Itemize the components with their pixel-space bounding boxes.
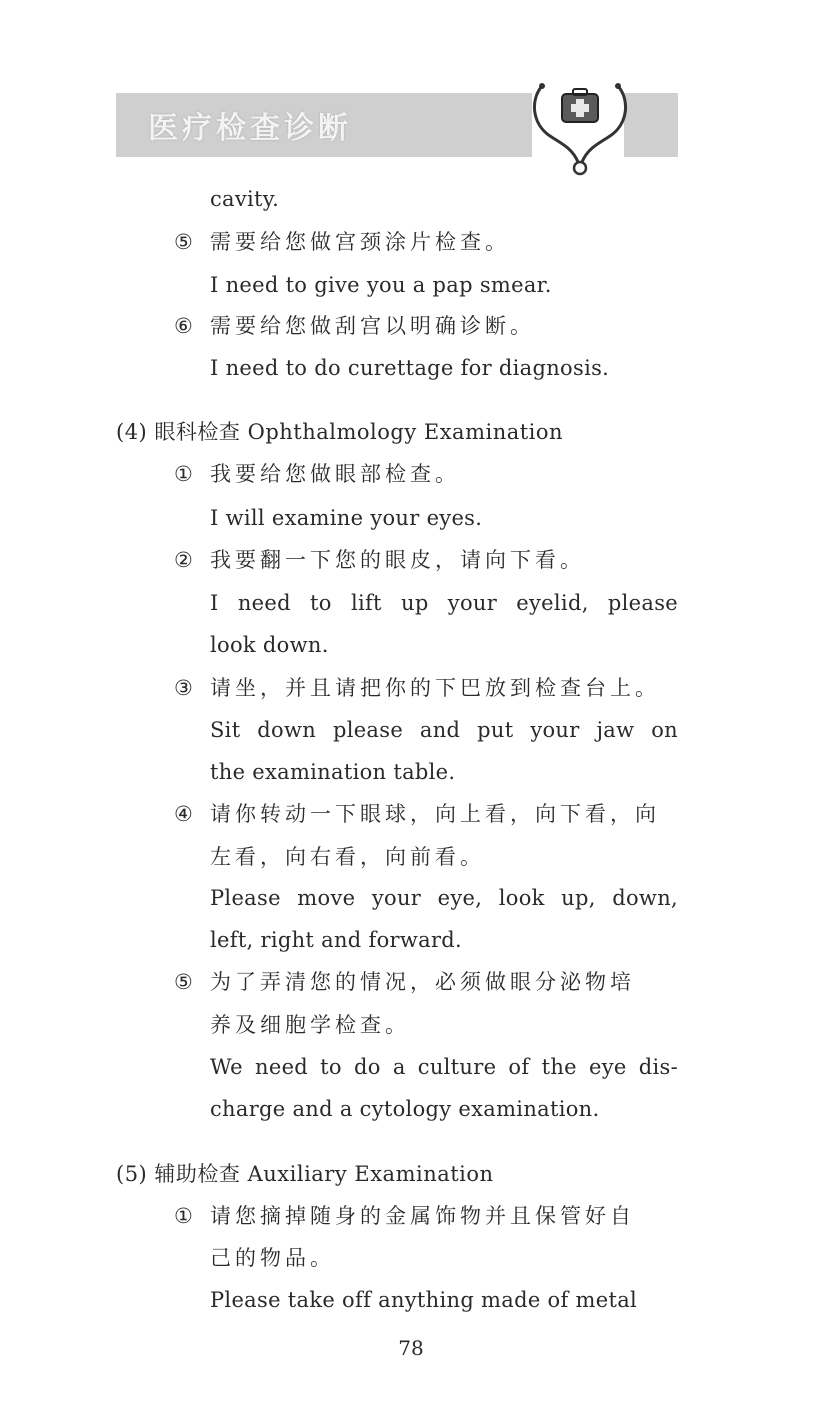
english-text: We need to do a culture of the eye dis- — [210, 1055, 678, 1079]
chinese-text: 左看，向右看，向前看。 — [210, 845, 485, 869]
list-item — [174, 548, 585, 573]
chinese-text: 为了弄清您的情况，必须做眼分泌物培 — [210, 970, 635, 994]
english-text: I need to do curettage for diagnosis. — [210, 356, 610, 380]
section-heading: (4) 眼科检查 Ophthalmology Examination — [116, 420, 564, 444]
list-item — [174, 314, 535, 339]
list-item — [174, 802, 660, 827]
chinese-text: 我要给您做眼部检查。 — [210, 462, 460, 486]
english-text: I need to give you a pap smear. — [210, 273, 552, 297]
section-heading: (5) 辅助检查 Auxiliary Examination — [116, 1162, 494, 1186]
english-text: look down. — [210, 633, 329, 657]
chinese-text: 请坐，并且请把你的下巴放到检查台上。 — [210, 676, 660, 700]
item-number: ⑤ — [174, 230, 197, 254]
chinese-text: 需要给您做宫颈涂片检查。 — [210, 230, 510, 254]
chinese-text: 我要翻一下您的眼皮，请向下看。 — [210, 548, 585, 572]
item-number: ③ — [174, 676, 197, 700]
list-item — [174, 970, 635, 995]
item-number: ④ — [174, 802, 197, 826]
list-item — [174, 1204, 635, 1229]
list-item — [174, 462, 460, 487]
item-number: ⑥ — [174, 314, 197, 338]
english-text: the examination table. — [210, 760, 456, 784]
english-text: Please take off anything made of metal — [210, 1288, 638, 1312]
item-number: ① — [174, 1204, 197, 1228]
text-line: cavity. — [210, 187, 280, 211]
english-text: Please move your eye, look up, down, — [210, 886, 678, 910]
chinese-text: 请您摘掉随身的金属饰物并且保管好自 — [210, 1204, 635, 1228]
english-text: left, right and forward. — [210, 928, 463, 952]
english-text: I will examine your eyes. — [210, 506, 483, 530]
list-item — [174, 676, 660, 701]
item-number: ① — [174, 462, 197, 486]
chinese-text: 养及细胞学检查。 — [210, 1013, 410, 1037]
item-number: ② — [174, 548, 197, 572]
banner-title: 医疗检查诊断 — [148, 111, 352, 146]
item-number: ⑤ — [174, 970, 197, 994]
list-item — [174, 230, 510, 255]
english-text: I need to lift up your eyelid, please — [210, 591, 678, 615]
stethoscope-medical-kit-icon — [528, 78, 632, 178]
english-text: Sit down please and put your jaw on — [210, 718, 678, 742]
chinese-text: 请你转动一下眼球，向上看，向下看，向 — [210, 802, 660, 826]
chinese-text: 需要给您做刮宫以明确诊断。 — [210, 314, 535, 338]
page-number: 78 — [398, 1336, 424, 1360]
chinese-text: 己的物品。 — [210, 1246, 335, 1270]
english-text: charge and a cytology examination. — [210, 1097, 600, 1121]
